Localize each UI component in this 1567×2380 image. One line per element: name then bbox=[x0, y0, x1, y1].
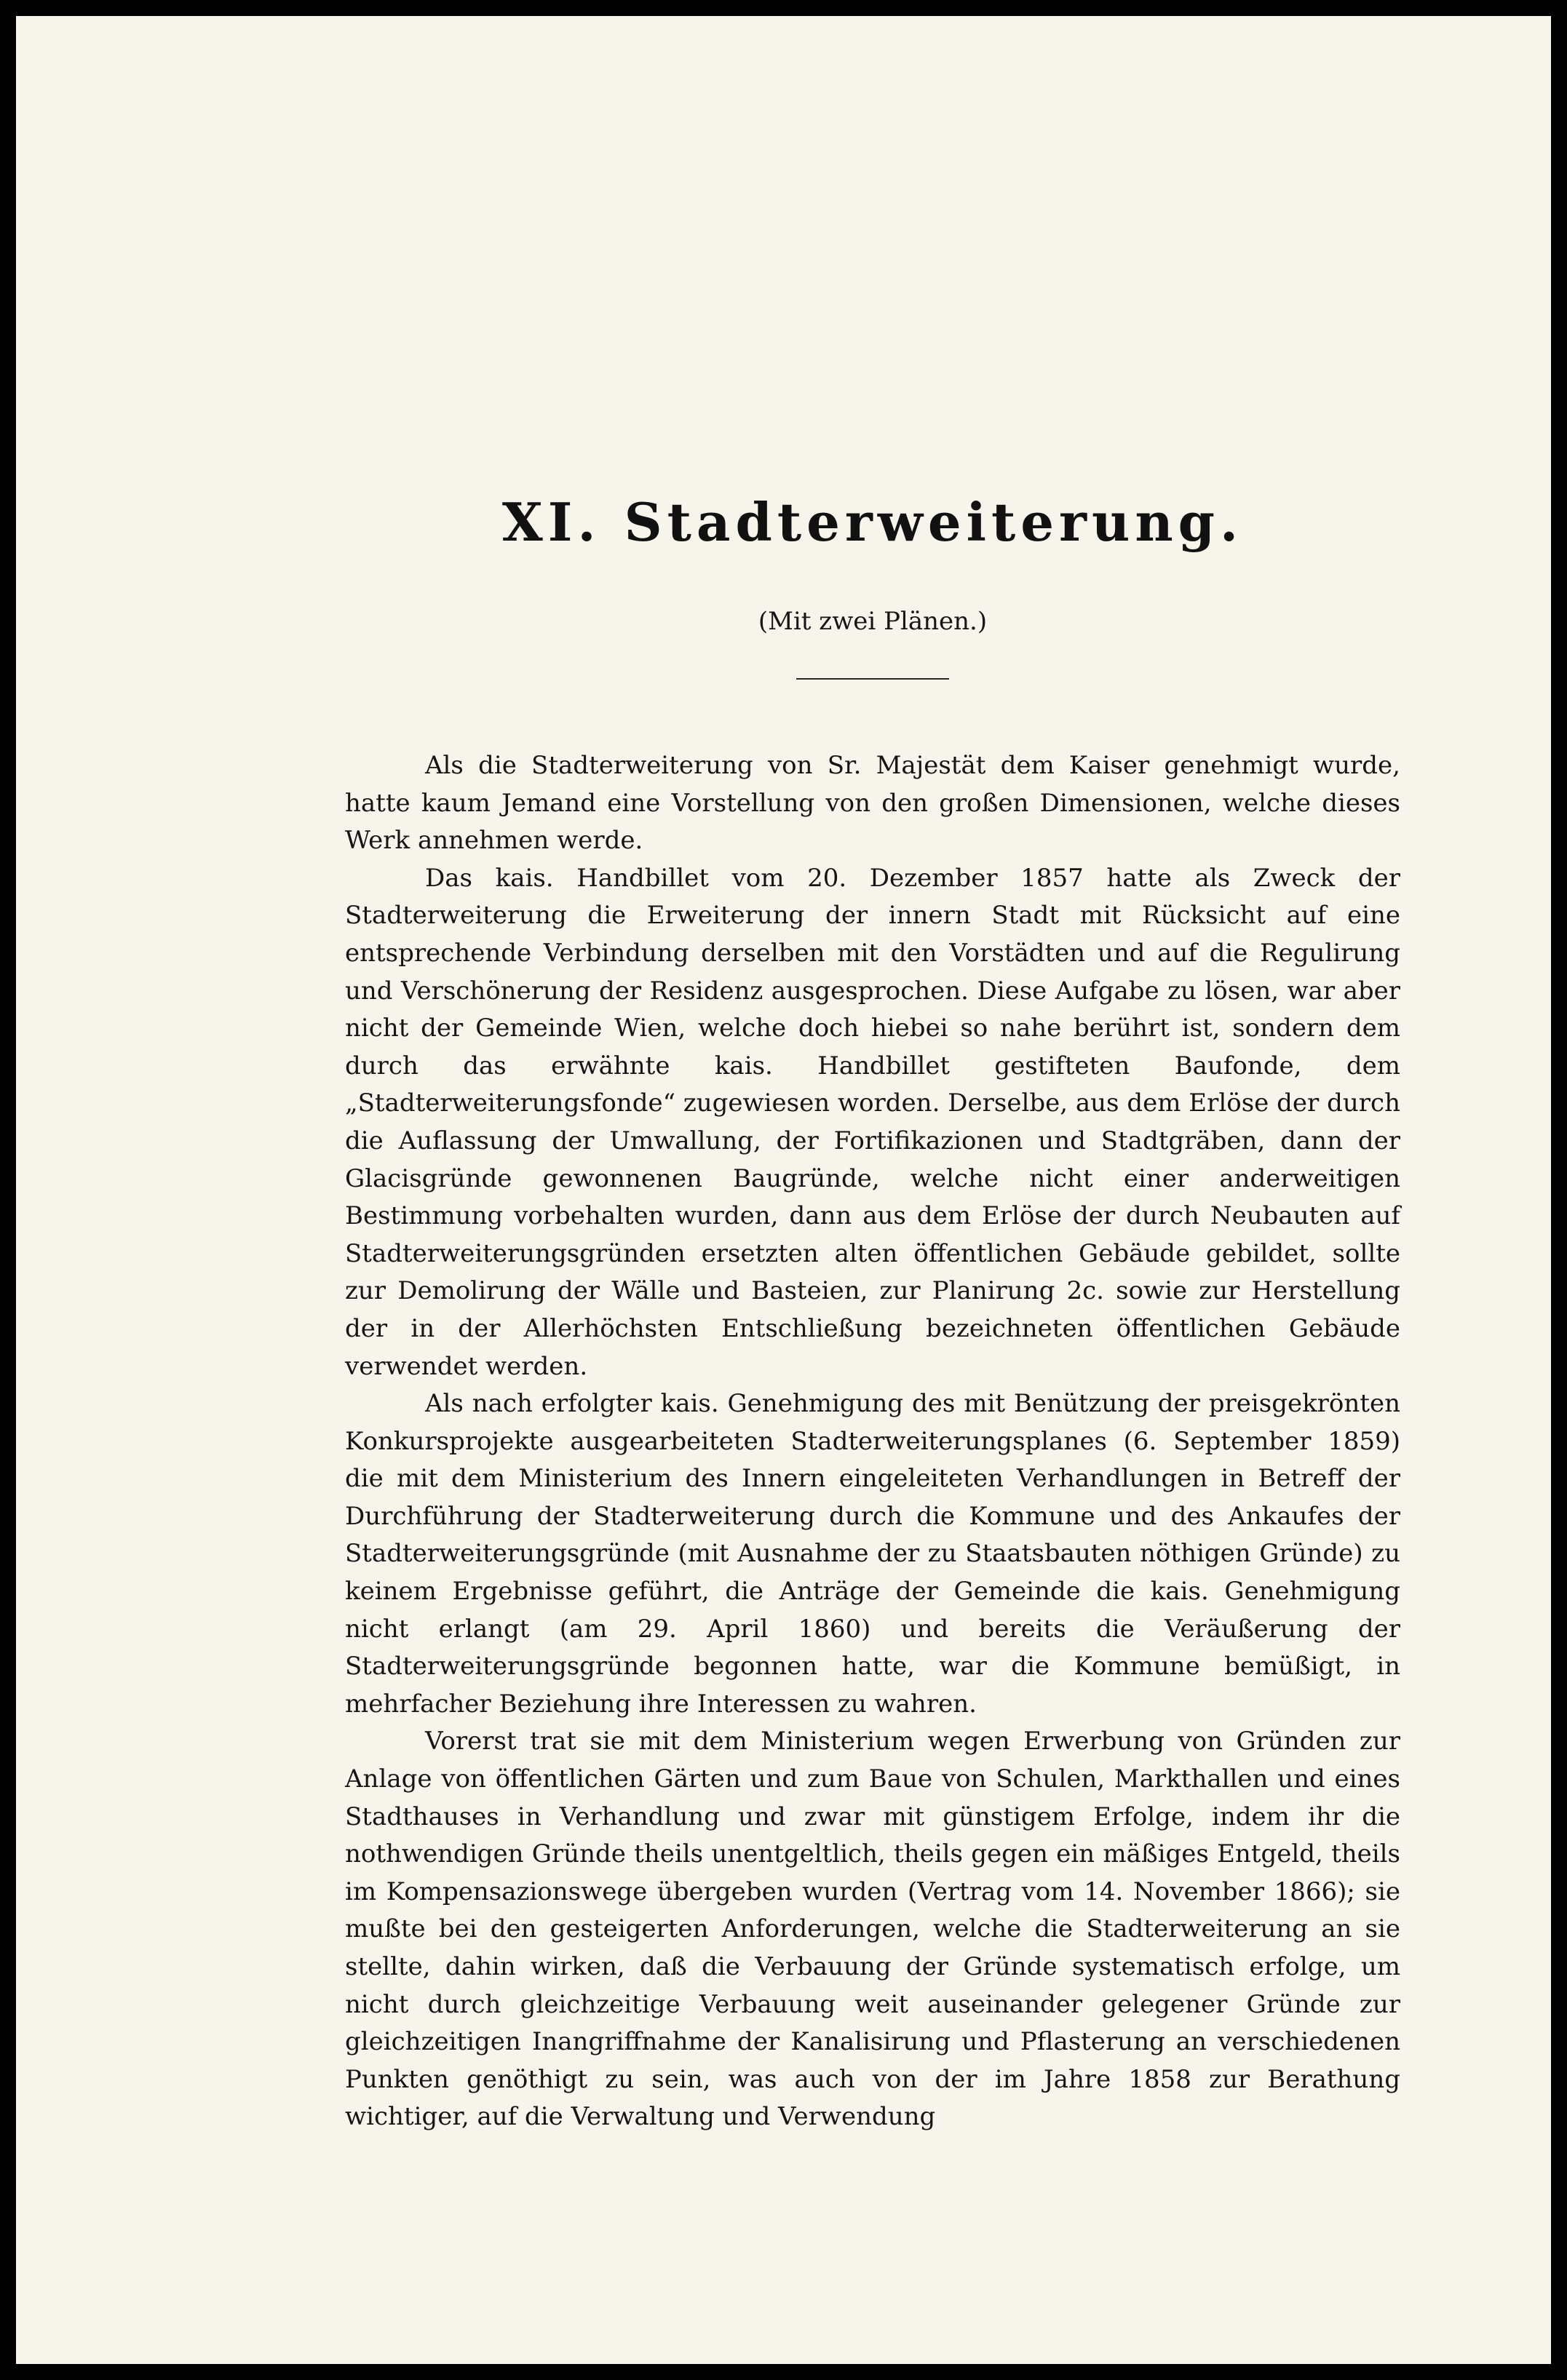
paragraph-4: Vorerst trat sie mit dem Ministerium wegen Erwerbung von Gründen zur Anlage von öffentlichen Gärten und zum Baue von Schulen, Markthallen und eines Stadthauses in Verhandlung und zwar mit günstigem Erfolge, indem ihr die nothwendigen Gründe theils unentgeltlich, theils gegen ein mäßiges Entgeld, theils im Kompensazionswege übergeben wurden (Vertrag vom 14. November 1866); sie mußte bei den gesteigerten Anforderungen, welche die Stadterweiterung an sie stellte, dahin wirken, daß die Verbauung der Gründe systematisch erfolge, um nicht durch gleichzeitige Verbauung weit auseinander gelegener Gründe zur gleichzeitigen Inangriffnahme der Kanalisirung und Pflasterung an verschiedenen Punkten genöthigt zu sein, was auch von der im Jahre 1858 zur Berathung wichtiger, auf die Verwaltung und Verwendung bbox=[345, 1727, 1400, 2132]
paragraph-3: Als nach erfolgter kais. Genehmigung des mit Benützung der preisgekrönten Konkursprojekte ausgearbeiteten Stadterweiterungsplanes (6. September 1859) die mit dem Ministerium des Innern eingeleiteten Verhandlungen in Betreff der Durchführung der Stadterweiterung durch die Kommune und des Ankaufes der Stadterweiterungsgründe (mit Ausnahme der zu Staatsbauten nöthigen Gründe) zu keinem Ergebnisse geführt, die Anträge der Gemeinde die kais. Genehmigung nicht erlangt (am 29. April 1860) und bereits die Veräußerung der Stadterweiterungsgründe begonnen hatte, war die Kommune bemüßigt, in mehrfacher Beziehung ihre Interessen zu wahren. bbox=[345, 1389, 1400, 1719]
paragraph-1: Als die Stadterweiterung von Sr. Majestät dem Kaiser genehmigt wurde, hatte kaum Jemand eine Vorstellung von den großen Dimensionen, welche dieses Werk annehmen werde. bbox=[345, 751, 1400, 856]
chapter-title: XI. Stadterweiterung. bbox=[501, 491, 1244, 553]
paragraph-2: Das kais. Handbillet vom 20. Dezember 1857 hatte als Zweck der Stadterweiterung die Erweiterung der innern Stadt mit Rücksicht auf eine entsprechende Verbindung derselben mit den Vorstädten und auf die Regulirung und Verschönerung der Residenz ausgesprochen. Diese Aufgabe zu lösen, war aber nicht der Gemeinde Wien, welche doch hiebei so nahe berührt ist, sondern dem durch das erwähnte kais. Handbillet gestifteten Baufonde, dem „Stadterweiterungsfonde“ zugewiesen worden. Derselbe, aus dem Erlöse der durch die Auflassung der Umwallung, der Fortifikazionen und Stadtgräben, dann der Glacisgründe gewonnenen Baugründe, welche nicht einer anderweitigen Bestimmung vorbehalten wurden, dann aus dem Erlöse der durch Neubauten auf Stadterweiterungsgründen ersetzten alten öffentlichen Gebäude gebildet, sollte zur Demolirung der Wälle und Basteien, zur Planirung 2c. sowie zur Herstellung der in der Allerhöchsten Entschließung bezeichneten öffentlichen Gebäude verwendet werden. bbox=[345, 863, 1400, 1381]
document-page bbox=[16, 16, 1551, 2364]
body-text bbox=[345, 747, 1400, 2136]
title-divider bbox=[796, 678, 949, 680]
chapter-subtitle: (Mit zwei Plänen.) bbox=[758, 607, 988, 636]
